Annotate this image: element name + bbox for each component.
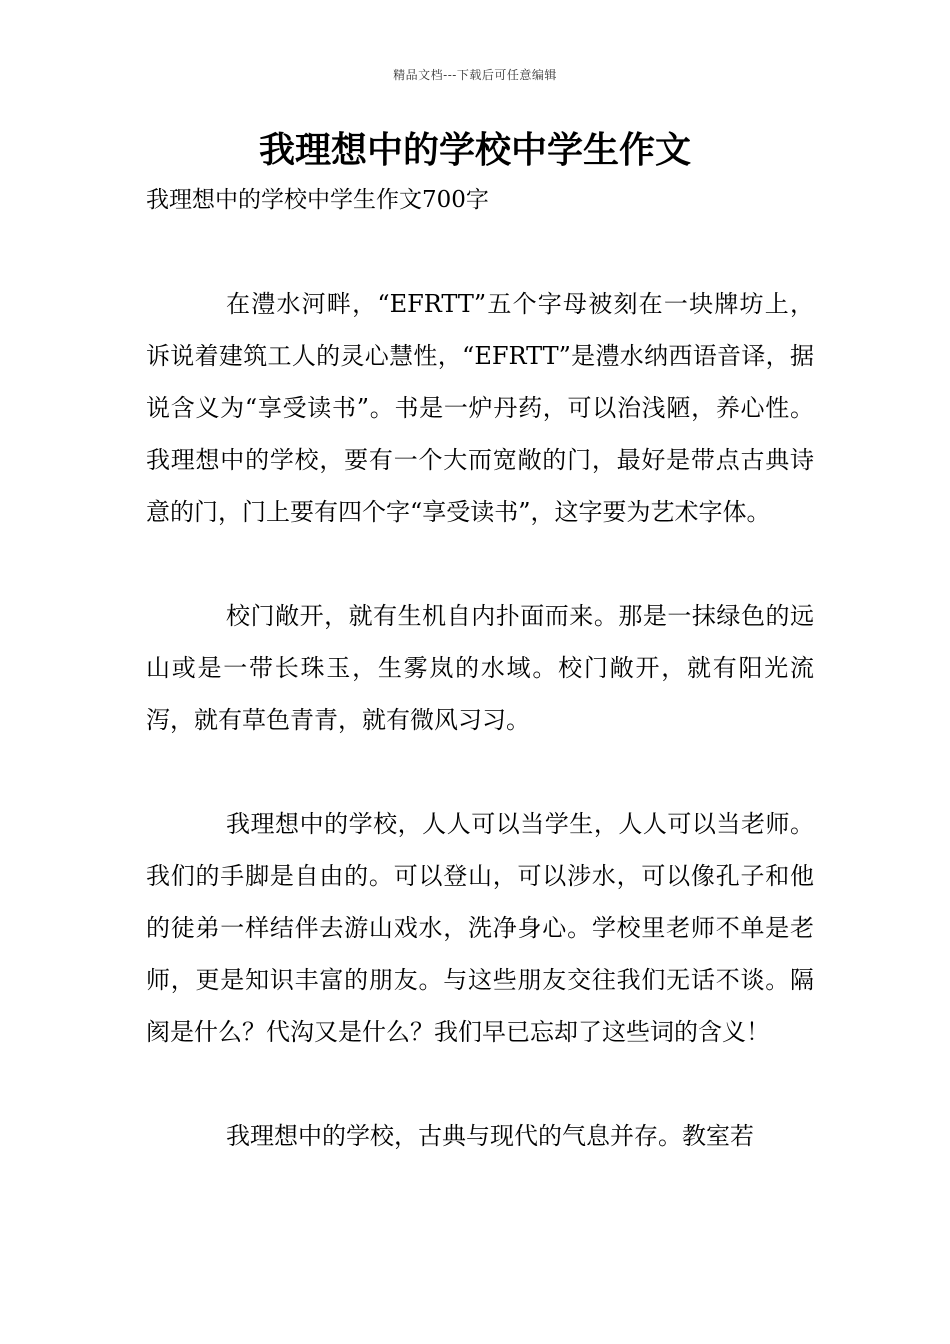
paragraph-3: 我理想中的学校，人人可以当学生，人人可以当老师。我们的手脚是自由的。可以登山，可以涉水，可以像孔子和他的徒弟一样结伴去游山戏水，洗净身心。学校里老师不单是老师，更是知识丰富的朋友。与这些朋友交往我们无话不谈。隔阂是什么？代沟又是什么？我们早已忘却了这些词的含义！ [146,810,814,1046]
document-title: 我理想中的学校中学生作文 [258,130,691,171]
header-note: 精品文档---下载后可任意编辑 [393,68,557,82]
paragraph-1: 在澧水河畔，“EFRTT”五个字母被刻在一块牌坊上，诉说着建筑工人的灵心慧性，“EFRTT”是澧水纳西语音译，据说含义为“享受读书”。书是一炉丹药，可以治浅陋，养心性。我理想中的学校，要有一个大而宽敞的门，最好是带点古典诗意的门，门上要有四个字“享受读书”，这字要为艺术字体。 [146,290,814,526]
paragraph-2: 校门敞开，就有生机自内扑面而来。那是一抹绿色的远山或是一带长珠玉，生雾岚的水域。校门敞开，就有阳光流泻，就有草色青青，就有微风习习。 [146,602,814,734]
document-body [146,278,814,1214]
document-subtitle: 我理想中的学校中学生作文700字 [146,187,489,213]
paragraph-4: 我理想中的学校，古典与现代的气息并存。教室若 [226,1122,754,1150]
